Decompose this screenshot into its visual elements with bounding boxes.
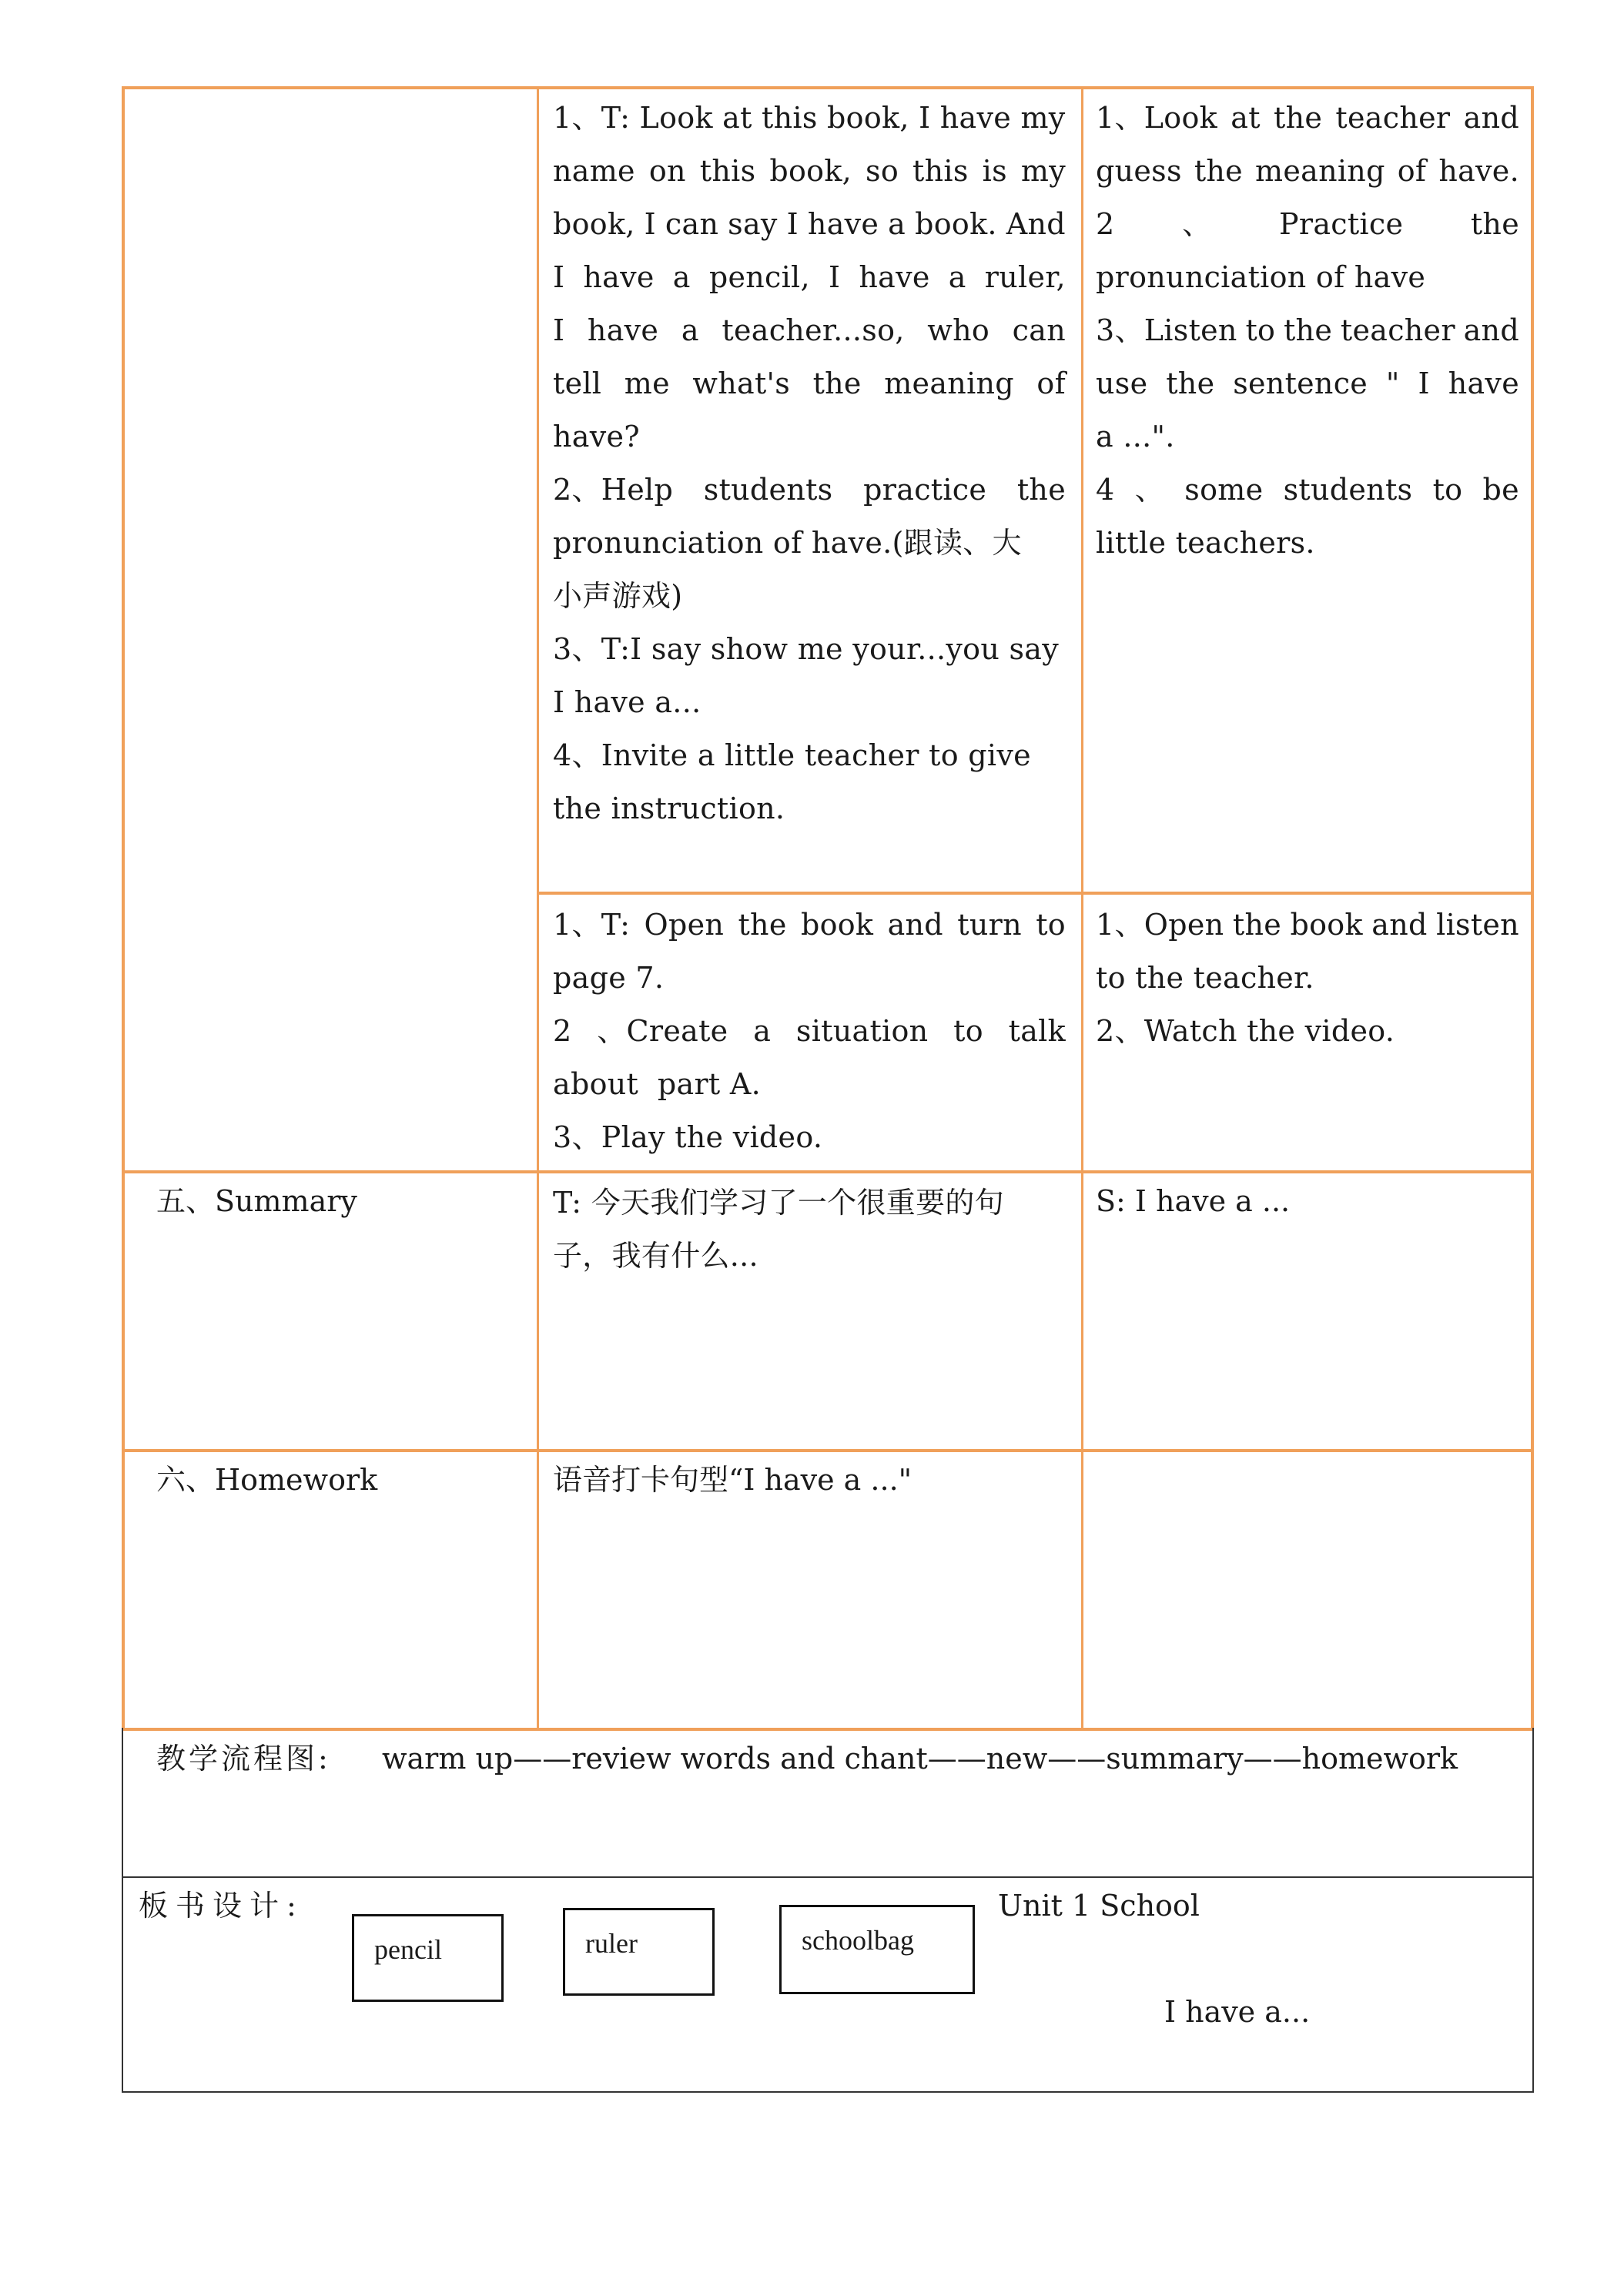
flowchart-label: 教学流程图: xyxy=(156,1742,331,1776)
text-line: T: 今天我们学习了一个很重要的句 xyxy=(553,1186,1004,1220)
board-sentence: I have a... xyxy=(1164,1995,1311,2029)
text-line: little teachers. xyxy=(1096,526,1315,560)
text-line: 1、Open the book and listen xyxy=(1096,908,1519,942)
row-divider-2 xyxy=(122,1170,1534,1173)
row-divider-1 xyxy=(537,892,1534,895)
board-design-label: 板书设计: xyxy=(139,1889,304,1923)
summary-teacher-activities xyxy=(553,1176,1066,1283)
homework-teacher-activities: 语音打卡句型“I have a ..." xyxy=(553,1463,912,1497)
text-line: 3、Play the video. xyxy=(553,1120,823,1154)
bottom-border-left xyxy=(122,1728,123,2093)
text-line: 3、T:I say show me your...you say xyxy=(553,632,1059,666)
word-card-label: schoolbag xyxy=(802,1925,914,1956)
word-card-pencil xyxy=(352,1914,504,2002)
text-line: 1、T: Look at this book, I have my xyxy=(553,101,1066,135)
text-line: have? xyxy=(553,420,640,454)
row1-teacher-activities xyxy=(553,92,1066,835)
board-title: Unit 1 School xyxy=(998,1889,1200,1923)
row2-teacher-activities xyxy=(553,899,1066,1164)
text-line: I have a... xyxy=(553,685,702,719)
column-divider-1 xyxy=(537,86,539,1731)
table-border-left xyxy=(122,86,125,1731)
row-divider-3 xyxy=(122,1449,1534,1452)
bottom-border-right xyxy=(1532,1728,1534,2093)
text-line: book, I can say I have a book. And xyxy=(553,207,1066,241)
text-line: 子，我有什么... xyxy=(553,1239,758,1273)
text-line: about part A. xyxy=(553,1067,761,1101)
summary-stage-label: 五、Summary xyxy=(156,1184,357,1218)
word-card-label: ruler xyxy=(585,1928,638,1959)
word-card-ruler xyxy=(563,1908,715,1996)
text-line: 3、Listen to the teacher and xyxy=(1096,313,1519,347)
text-line: pronunciation of have xyxy=(1096,260,1426,294)
text-line: 2 、 Practice the xyxy=(1096,207,1519,241)
text-line: 4 、 some students to be xyxy=(1096,473,1519,507)
text-line: I have a pencil, I have a ruler, xyxy=(553,260,1066,294)
text-line: a ...". xyxy=(1096,420,1175,454)
text-line: to the teacher. xyxy=(1096,961,1314,995)
text-line: pronunciation of have.(跟读、大 xyxy=(553,526,1022,560)
text-line: page 7. xyxy=(553,961,665,995)
text-line: 1、T: Open the book and turn to xyxy=(553,908,1066,942)
text-line: tell me what's the meaning of xyxy=(553,366,1066,400)
homework-stage-label: 六、Homework xyxy=(156,1463,378,1497)
text-line: use the sentence " I have xyxy=(1096,366,1519,400)
word-card-schoolbag xyxy=(779,1905,975,1994)
bottom-border-bottom xyxy=(122,2091,1534,2093)
table-border-top xyxy=(122,86,1534,89)
word-card-label: pencil xyxy=(374,1934,442,1965)
row1-student-activities xyxy=(1096,92,1519,570)
text-line: 2、Help students practice the xyxy=(553,473,1066,507)
summary-student-activities: S: I have a ... xyxy=(1096,1184,1291,1218)
text-line: 小声游戏) xyxy=(553,579,683,613)
text-line: guess the meaning of have. xyxy=(1096,154,1519,188)
text-line: 1、Look at the teacher and xyxy=(1096,101,1519,135)
flowchart-divider xyxy=(122,1876,1534,1878)
text-line: 2、Watch the video. xyxy=(1096,1014,1395,1048)
text-line: name on this book, so this is my xyxy=(553,154,1066,188)
text-line: the instruction. xyxy=(553,792,785,825)
row2-student-activities xyxy=(1096,899,1519,1058)
text-line: I have a teacher...so, who can xyxy=(553,313,1066,347)
table-border-right xyxy=(1531,86,1534,1731)
row-divider-4 xyxy=(122,1728,1534,1731)
text-line: 2 、Create a situation to talk xyxy=(553,1014,1066,1048)
flowchart-content: warm up——review words and chant——new——summary——homework xyxy=(382,1742,1458,1776)
column-divider-2 xyxy=(1081,86,1083,1731)
text-line: 4、Invite a little teacher to give xyxy=(553,738,1031,772)
